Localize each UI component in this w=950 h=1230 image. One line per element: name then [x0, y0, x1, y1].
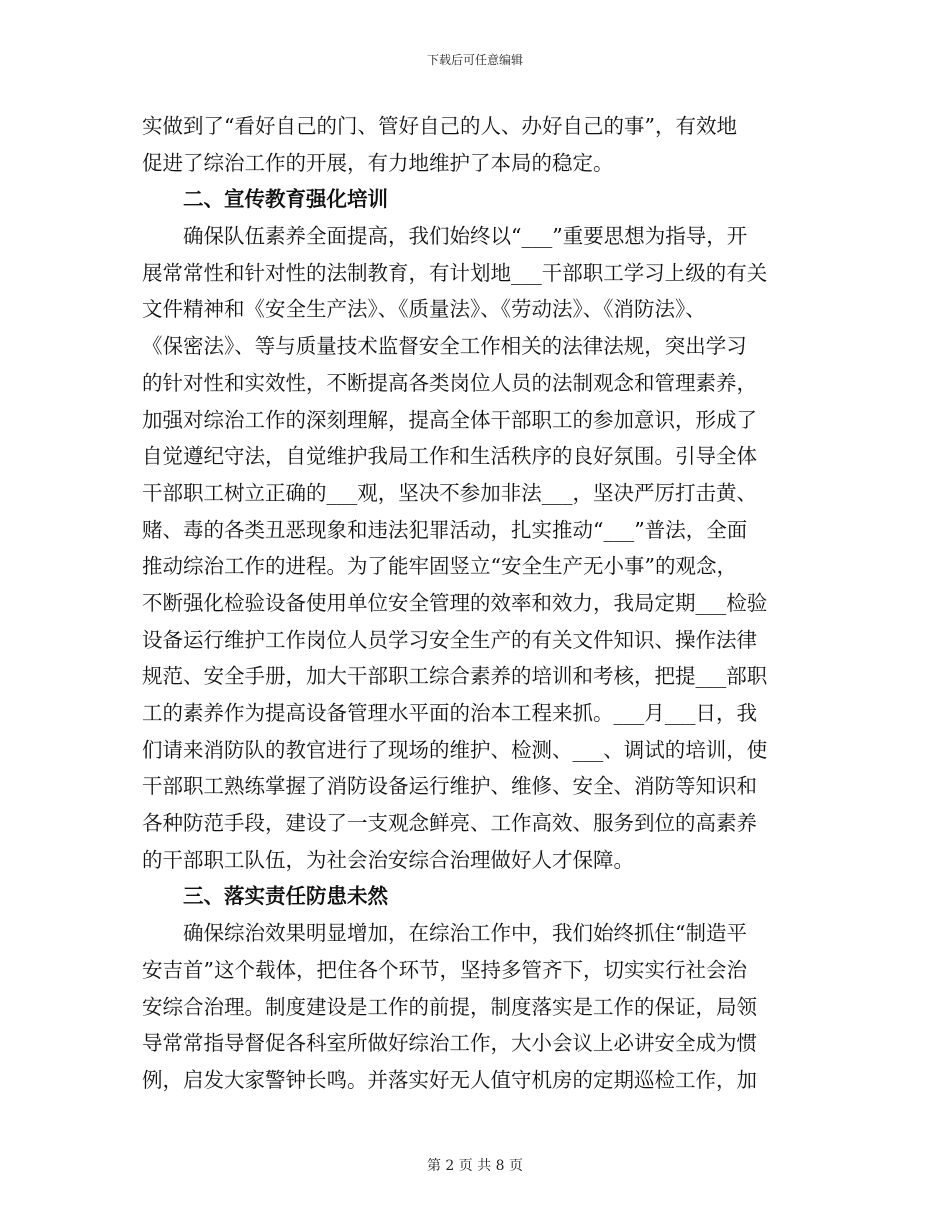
body-line: 们请来消防队的教官进行了现场的维护、检测、___、调试的培训，使 — [142, 737, 768, 762]
body-line: 干部职工熟练掌握了消防设备运行维护、维修、安全、消防等知识和 — [142, 774, 757, 799]
body-line: 不断强化检验设备使用单位安全管理的效率和效力，我局定期___检验 — [142, 590, 768, 615]
body-line: 干部职工树立正确的___观，坚决不参加非法___，坚决严厉打击黄、 — [142, 480, 757, 505]
body-line: 工的素养作为提高设备管理水平面的治本工程来抓。___月___日，我 — [142, 701, 757, 725]
body-line: 实做到了“看好自己的门、管好自己的人、办好自己的事”，有效地 — [142, 114, 737, 138]
body-line: 设备运行维护工作岗位人员学习安全生产的有关文件知识、操作法律 — [142, 627, 757, 652]
document-body — [142, 108, 810, 1099]
body-line: 导常常指导督促各科室所做好综治工作，大小会议上必讲安全成为惯 — [142, 1031, 757, 1056]
body-line: 安吉首”这个载体，把住各个环节，坚持多管齐下，切实实行社会治 — [142, 957, 747, 982]
body-line: 推动综治工作的进程。为了能牢固竖立“安全生产无小事”的观念， — [142, 554, 737, 579]
body-line: 赌、毒的各类丑恶现象和违法犯罪活动，扎实推动“___”普法，全面 — [142, 517, 748, 542]
body-line: 规范、安全手册，加大干部职工综合素养的培训和考核，把提___部职 — [142, 664, 768, 689]
page-footer: 第 2 页 共 8 页 — [426, 1158, 524, 1174]
body-line: 例，启发大家警钟长鸣。并落实好无人值守机房的定期巡检工作，加 — [142, 1067, 757, 1092]
body-line: 自觉遵纪守法，自觉维护我局工作和生活秩序的良好氛围。引导全体 — [142, 444, 757, 469]
section-heading: 三、落实责任防患未然 — [183, 884, 388, 909]
body-line: 的干部职工队伍，为社会治安综合治理做好人才保障。 — [142, 847, 634, 872]
body-line: 《保密法》、等与质量技术监督安全工作相关的法律法规，突出学习 — [142, 334, 747, 359]
body-line: 各种防范手段，建设了一支观念鲜亮、工作高效、服务到位的高素养 — [142, 811, 757, 836]
body-line: 确保队伍素养全面提高，我们始终以“___”重要思想为指导，开 — [142, 224, 748, 249]
body-line: 文件精神和《安全生产法》、《质量法》、《劳动法》、《消防法》、 — [142, 297, 706, 322]
body-line: 展常常性和针对性的法制教育，有计划地___干部职工学习上级的有关 — [142, 260, 768, 285]
page-header: 下载后可任意编辑 — [426, 53, 523, 67]
body-line: 促进了综治工作的开展，有力地维护了本局的稳定。 — [142, 150, 614, 175]
body-line: 的针对性和实效性，不断提高各类岗位人员的法制观念和管理素养， — [142, 370, 757, 395]
body-line: 安综合治理。制度建设是工作的前提，制度落实是工作的保证，局领 — [142, 994, 757, 1019]
section-heading: 二、宣传教育强化培训 — [183, 187, 388, 212]
body-line: 确保综治效果明显增加，在综治工作中，我们始终抓住“制造平 — [142, 921, 747, 946]
body-line: 加强对综治工作的深刻理解，提高全体干部职工的参加意识，形成了 — [142, 407, 757, 432]
